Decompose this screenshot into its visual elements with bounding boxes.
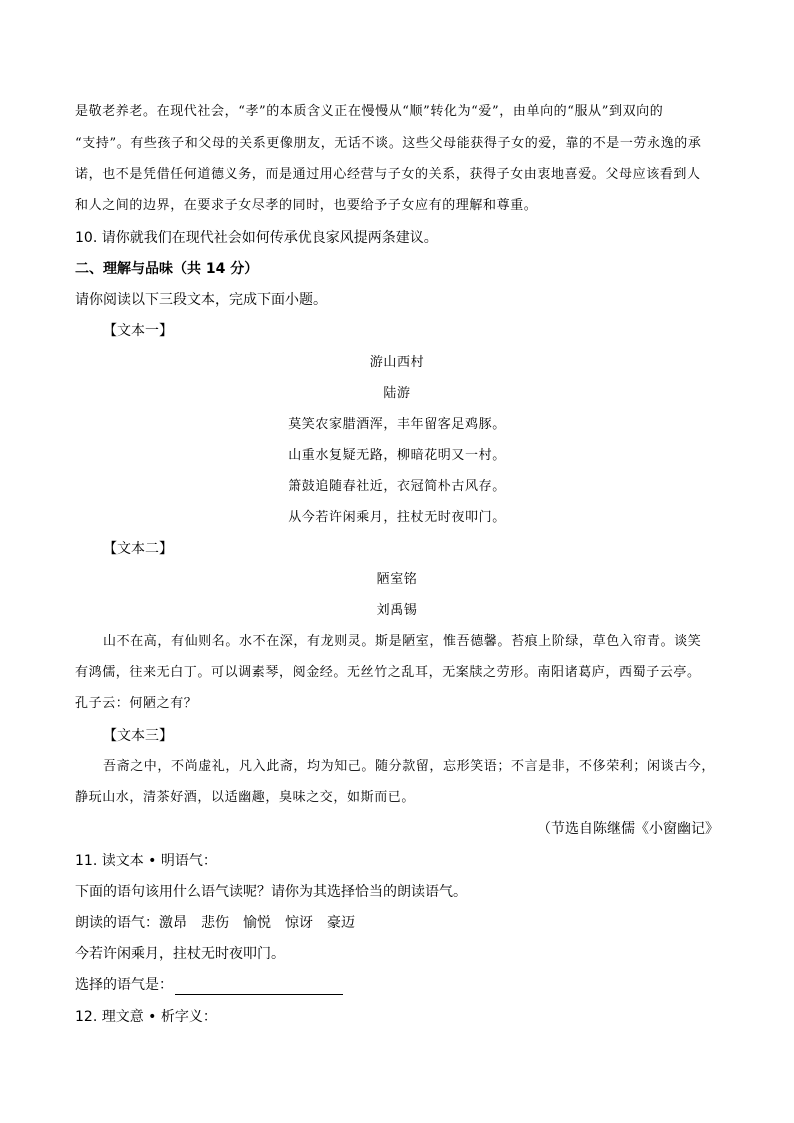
text1-tag: 【文本一】 xyxy=(103,323,173,339)
text2-tag: 【文本二】 xyxy=(103,541,173,557)
text2-title: 陋室铭 xyxy=(376,572,418,587)
answer-blank[interactable] xyxy=(175,978,343,995)
text1-line-3: 箫鼓追随春社近，衣冠简朴古风存。 xyxy=(288,479,506,494)
passage-line-1: 是敬老养老。在现代社会，“孝”的本质含义正在慢慢从“顺”转化为“爱”，由单向的“服从”到双向的 xyxy=(75,104,664,119)
question-11-sentence: 今若许闲乘月，拄杖无时夜叩门。 xyxy=(75,946,285,962)
text1-line-4: 从今若许闲乘月，拄杖无时夜叩门。 xyxy=(288,510,506,525)
text2-line-3: 孔子云：何陋之有？ xyxy=(75,696,198,711)
question-10: 10. 请你就我们在现代社会如何传承优良家风提两条建议。 xyxy=(75,230,438,246)
text1-author: 陆游 xyxy=(383,386,411,401)
answer-label: 选择的语气是： xyxy=(75,977,173,993)
option-1: 激昂 xyxy=(159,915,187,931)
text3-line-1: 吾斋之中，不尚虚礼，凡入此斋，均为知己。随分款留，忘形笑语；不言是非，不侈荣利；闲谈古今， xyxy=(103,759,716,774)
text1-title: 游山西村 xyxy=(369,355,425,370)
question-11-title: 11. 读文本 • 明语气： xyxy=(75,853,217,869)
text1-line-2: 山重水复疑无路，柳暗花明又一村。 xyxy=(288,448,506,463)
section-2-instruction: 请你阅读以下三段文本，完成下面小题。 xyxy=(75,292,327,308)
passage-line-4: 和人之间的边界，在要求子女尽孝的同时，也要给予子女应有的理解和尊重。 xyxy=(75,198,538,213)
question-11-answer-row xyxy=(75,975,343,995)
section-2-heading: 二、理解与品味（共 14 分） xyxy=(75,261,259,277)
option-3: 愉悦 xyxy=(243,915,271,931)
text3-source: （节选自陈继儒《小窗幽记》 xyxy=(537,821,719,837)
option-5: 豪迈 xyxy=(327,915,355,931)
text2-author: 刘禹锡 xyxy=(376,603,418,618)
text2-line-1: 山不在高，有仙则名。水不在深，有龙则灵。斯是陋室，惟吾德馨。苔痕上阶绿，草色入帘青。谈笑 xyxy=(103,634,702,649)
option-4: 惊讶 xyxy=(285,915,313,931)
option-2: 悲伤 xyxy=(201,915,229,931)
text1-line-1: 莫笑农家腊酒浑，丰年留客足鸡豚。 xyxy=(288,417,506,432)
text3-tag: 【文本三】 xyxy=(103,728,173,744)
question-11-options xyxy=(75,913,369,933)
text2-line-2: 有鸿儒，往来无白丁。可以调素琴，阅金经。无丝竹之乱耳，无案牍之劳形。南阳诸葛庐，西蜀子云亭。 xyxy=(75,665,701,680)
options-label: 朗读的语气： xyxy=(75,915,159,931)
question-12-title: 12. 理文意 • 析字义： xyxy=(75,1009,217,1025)
question-11-prompt: 下面的语句该用什么语气读呢？请你为其选择恰当的朗读语气。 xyxy=(75,884,467,900)
text3-line-2: 静玩山水，清茶好酒，以适幽趣，臭味之交，如斯而已。 xyxy=(75,790,416,805)
passage-line-2: “支持”。有些孩子和父母的关系更像朋友，无话不谈。这些父母能获得子女的爱，靠的不是一劳永逸的承 xyxy=(75,136,702,151)
passage-line-3: 诺，也不是凭借任何道德义务，而是通过用心经营与子女的关系，获得子女由衷地喜爱。父母应该看到人 xyxy=(75,167,701,182)
